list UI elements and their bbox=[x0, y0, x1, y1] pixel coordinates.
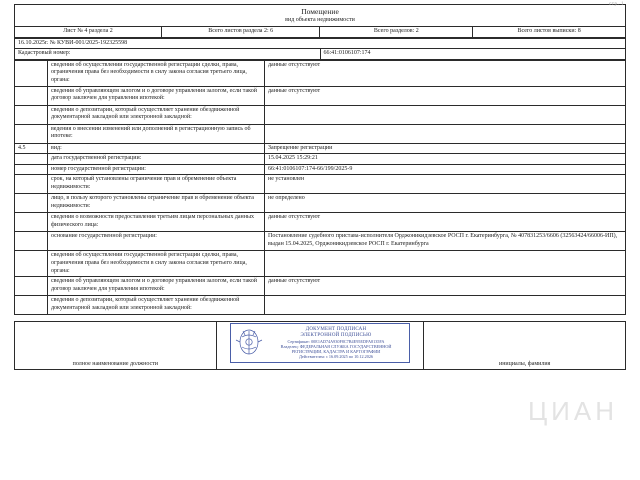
header-table bbox=[14, 26, 626, 38]
date-number-cell: 16.10.2025г. № КУВИ-001/2025-192325598 bbox=[15, 38, 626, 49]
row-value bbox=[265, 251, 626, 277]
row-label: основание государственной регистрации: bbox=[48, 232, 265, 251]
stamp-certificate: Сертификат: 00E1AD74A930F8C7B4E95EDFA8135FA bbox=[287, 338, 385, 344]
table-row bbox=[15, 143, 626, 154]
table-row bbox=[15, 194, 626, 213]
row-value: 66:41:0106107:174-66/199/2025-9 bbox=[265, 164, 626, 175]
stamp-subtitle: ЭЛЕКТРОННОЙ ПОДПИСЬЮ bbox=[300, 332, 372, 338]
watermark: ЦИАН bbox=[527, 396, 618, 426]
section-sheets-cell: Всего листов раздела 2: 6 bbox=[161, 27, 320, 38]
row-label: ведения о внесении изменений или дополнений в регистрационную запись об ипотеке: bbox=[48, 124, 265, 143]
sections-total-cell: Всего разделов: 2 bbox=[320, 27, 473, 38]
row-number bbox=[15, 60, 48, 86]
row-value: данные отсутствуют bbox=[265, 213, 626, 232]
table-row bbox=[15, 175, 626, 194]
row-number bbox=[15, 296, 48, 315]
row-number bbox=[15, 154, 48, 165]
table-row bbox=[15, 277, 626, 296]
row-number bbox=[15, 213, 48, 232]
position-caption: полное наименование должности bbox=[15, 322, 217, 370]
table-row bbox=[15, 154, 626, 165]
info-table bbox=[14, 38, 626, 60]
table-row bbox=[15, 251, 626, 277]
table-row bbox=[15, 38, 626, 49]
table-row bbox=[15, 232, 626, 251]
table-row bbox=[15, 86, 626, 105]
row-number bbox=[15, 251, 48, 277]
row-number bbox=[15, 124, 48, 143]
row-label: срок, на который установлены ограничение прав и обременение объекта недвижимости: bbox=[48, 175, 265, 194]
row-value: данные отсутствуют bbox=[265, 277, 626, 296]
row-number bbox=[15, 105, 48, 124]
table-row bbox=[15, 105, 626, 124]
row-value: Запрещение регистрации bbox=[265, 143, 626, 154]
stamp-validity: Действителен: с 16.09.2025 по 10.12.2026 bbox=[298, 354, 374, 360]
row-number: 4.5 bbox=[15, 143, 48, 154]
row-value: данные отсутствуют bbox=[265, 86, 626, 105]
page-subtitle: вид объекта недвижимости bbox=[285, 17, 355, 23]
page-corner-mark: стр. 1 bbox=[609, 2, 624, 7]
initials-caption: инициалы, фамилия bbox=[424, 322, 626, 370]
row-number bbox=[15, 164, 48, 175]
row-label: вид: bbox=[48, 143, 265, 154]
row-value bbox=[265, 296, 626, 315]
row-label: сведения о возможности предоставления третьим лицам персональных данных физического лица: bbox=[48, 213, 265, 232]
table-row bbox=[15, 164, 626, 175]
details-table bbox=[14, 60, 626, 315]
document-title-block bbox=[14, 4, 626, 26]
row-value: данные отсутствуют bbox=[265, 60, 626, 86]
table-row bbox=[15, 124, 626, 143]
sheet-cell: Лист № 4 раздела 2 bbox=[15, 27, 162, 38]
row-label: сведения о депозитарии, который осуществляет хранение обездвиженной документарной закладной или электронной закладной: bbox=[48, 296, 265, 315]
row-label: сведения об осуществлении государственной регистрации сделки, права, ограничения права без необходимости в силу закона согласия третьего лица, органа: bbox=[48, 251, 265, 277]
extract-sheets-cell: Всего листов выписки: 8 bbox=[473, 27, 626, 38]
row-number bbox=[15, 194, 48, 213]
row-label: сведения об управляющем залогом и о договоре управления залогом, если такой договор заключен для управления ипотекой: bbox=[48, 277, 265, 296]
stamp-owner-1: Владелец: ФЕДЕРАЛЬНАЯ СЛУЖБА ГОСУДАРСТВЕННОЙ bbox=[280, 343, 392, 349]
coat-of-arms-icon bbox=[234, 326, 264, 360]
row-value bbox=[265, 124, 626, 143]
row-value bbox=[265, 105, 626, 124]
row-label: лицо, в пользу которого установлены ограничение прав и обременение объекта недвижимости: bbox=[48, 194, 265, 213]
row-value: 15.04.2025 15:29:21 bbox=[265, 154, 626, 165]
row-number bbox=[15, 232, 48, 251]
row-number bbox=[15, 277, 48, 296]
signature-block bbox=[14, 321, 626, 370]
stamp-owner-2: РЕГИСТРАЦИИ, КАДАСТРА И КАРТОГРАФИИ bbox=[291, 349, 381, 355]
row-number bbox=[15, 175, 48, 194]
row-number bbox=[15, 86, 48, 105]
cadastral-value: 66:41:0106107:174 bbox=[320, 49, 626, 60]
row-label: сведения об управляющем залогом и о договоре управления залогом, если такой договор заключен для управления ипотекой: bbox=[48, 86, 265, 105]
row-label: дата государственной регистрации: bbox=[48, 154, 265, 165]
row-value: Постановление судебного пристава-исполнителя Орджоникидзевское РОСП г. Екатеринбурга, № 407831253/6606 (32563424/66006-ИП), выдан 15.04.2025, Орджоникидзевское РОСП г. Екатеринбурга bbox=[265, 232, 626, 251]
electronic-signature-stamp bbox=[230, 323, 410, 363]
cadastral-label: Кадастровый номер: bbox=[15, 49, 321, 60]
table-row bbox=[15, 213, 626, 232]
row-label: сведения о депозитарии, который осуществляет хранение обездвиженной документарной закладной или электронной закладной: bbox=[48, 105, 265, 124]
table-row bbox=[15, 49, 626, 60]
row-label: сведения об осуществлении государственной регистрации сделки, права, ограничения права без необходимости в силу закона согласия третьего лица, органа: bbox=[48, 60, 265, 86]
table-row bbox=[15, 296, 626, 315]
page-title: Помещение bbox=[301, 7, 339, 16]
row-label: номер государственной регистрации: bbox=[48, 164, 265, 175]
row-value: не определено bbox=[265, 194, 626, 213]
table-row bbox=[15, 60, 626, 86]
stamp-text bbox=[264, 327, 406, 360]
table-row bbox=[15, 27, 626, 38]
row-value: не установлен bbox=[265, 175, 626, 194]
stamp-title: ДОКУМЕНТ ПОДПИСАН bbox=[305, 326, 367, 332]
